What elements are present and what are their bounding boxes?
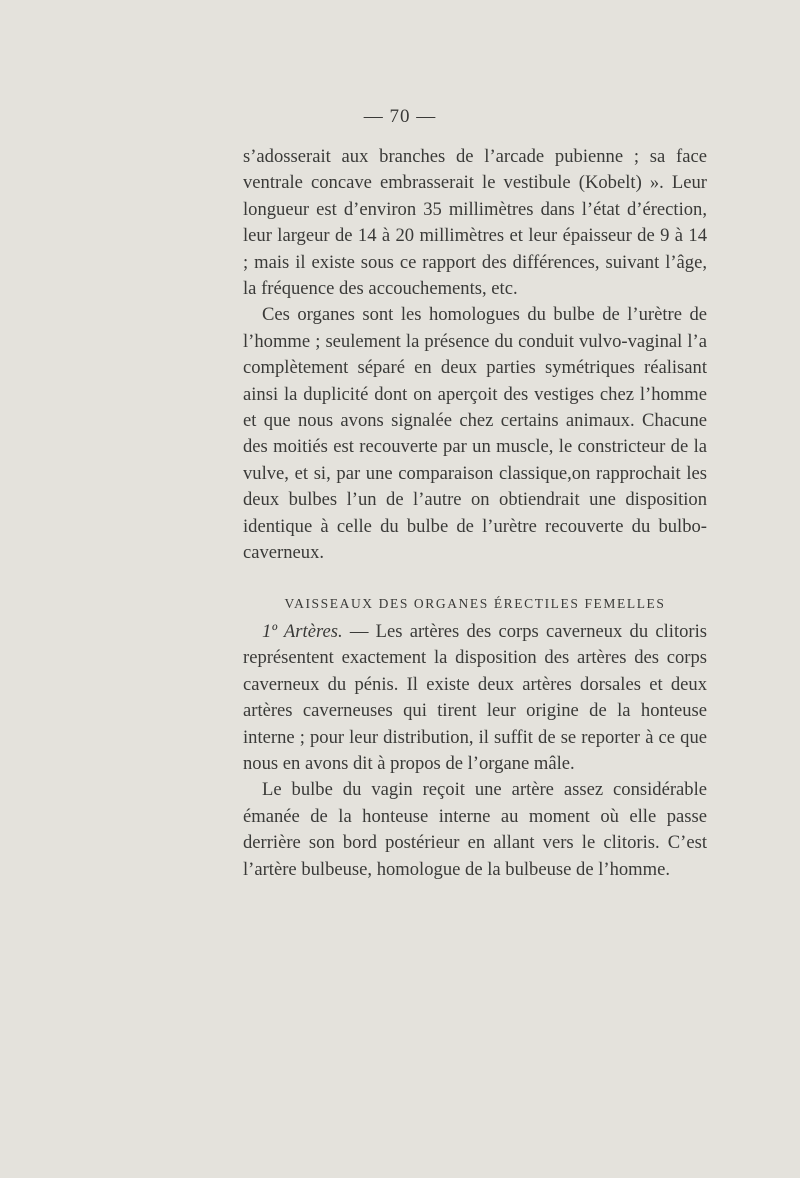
text-block-upper (243, 144, 707, 567)
page-number: — 70 — (363, 106, 437, 127)
paragraph-arteres (243, 619, 707, 777)
paragraph-bulbe: Le bulbe du vagin reçoit une artère assez considérable émanée de la honteuse interne au moment où elle passe derrière son bord postérieur en allant vers le clitoris. C’est l’artère bulbeuse, homologue de la bulbeuse de l’homme. (243, 779, 707, 880)
paragraph-homologues: Ces organes sont les homologues du bulbe de l’urètre de l’homme ; seulement la présence du conduit vulvo-vaginal l’a complètement séparé en deux parties symétriques réalisant ainsi la duplicité dont on aperçoit des vestiges chez l’homme et que nous avons signalée chez certains animaux. Chacune des moitiés est recouverte par un muscle, le constricteur de la vulve, et si, par une comparaison classique,on rapprochait les deux bulbes l’un de l’autre on obtiendrait une disposition identique à celle du bulbe de l’urètre recouverte du bulbo-caverneux. (243, 304, 707, 564)
arteres-text: — Les artères des corps caverneux du clitoris représentent exactement la disposition des artères des corps caverneux du pénis. Il existe deux artères dorsales et deux artères caverneuses qui tirent leur origine de la honteuse interne ; pour leur distribution, il suffit de se reporter à ce que nous en avons dit à propos de l’organe mâle. (243, 621, 707, 775)
section-heading: VAISSEAUX DES ORGANES ÉRECTILES FEMELLES (284, 596, 666, 611)
arteres-label: 1º Artères. (262, 621, 343, 642)
paragraph-continuation: s’adosserait aux branches de l’arcade pubienne ; sa face ventrale concave embrasserait le vestibule (Kobelt) ». Leur longueur est d’environ 35 millimètres dans l’état d’érection, leur largeur de 14 à 20 millimètres et leur épaisseur de 9 à 14 ; mais il existe sous ce rapport des différences, suivant l’âge, la fréquence des accouchements, etc. (243, 146, 707, 300)
text-block-lower (243, 619, 707, 883)
